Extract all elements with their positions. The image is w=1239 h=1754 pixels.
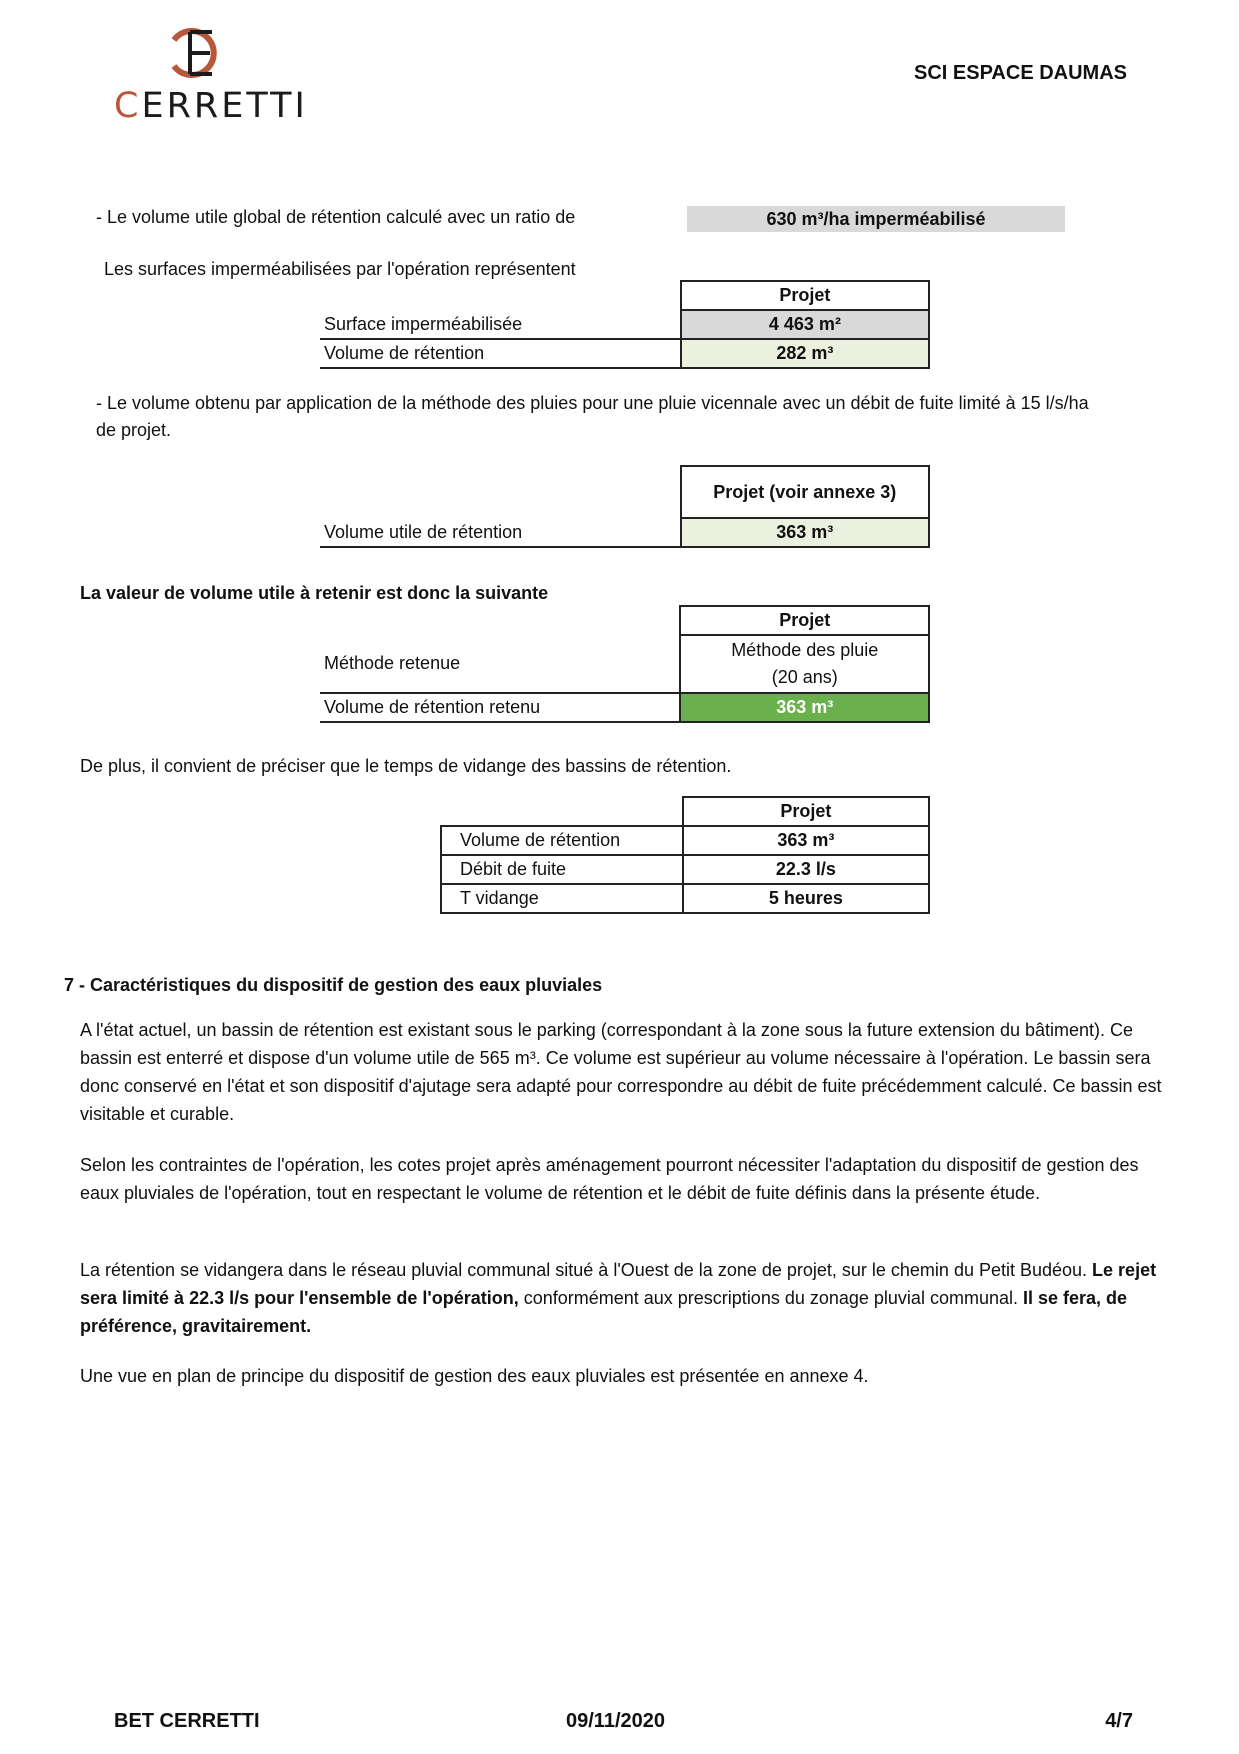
footer-page-number: 4/7 [1105, 1710, 1133, 1732]
method-value-line1: Méthode des pluie [731, 640, 879, 660]
footer-company: BET CERRETTI [114, 1710, 260, 1732]
method-label: Méthode retenue [320, 635, 680, 693]
method-value-line2: (20 ans) [771, 667, 838, 687]
section7-paragraph-4: Une vue en plan de principe du dispositif de gestion des eaux pluviales est présentée en annexe 4. [80, 1366, 869, 1386]
ratio-table [320, 280, 930, 369]
pluies-table [320, 465, 930, 548]
vidange-volume-label: Volume de rétention [441, 826, 683, 855]
debit-fuite-value: 22.3 l/s [683, 855, 929, 884]
section7-heading: 7 - Caractéristiques du dispositif de gestion des eaux pluviales [64, 975, 603, 995]
pluies-table-header: Projet (voir annexe 3) [681, 466, 929, 518]
p3-bold-1: Le rejet sera limité à 22.3 l/s pour l'ensemble de l'opération, [80, 1260, 1157, 1308]
section7-paragraph-2: Selon les contraintes de l'opération, les cotes projet après aménagement pourront nécessiter l'adaptation du dispositif de gestion des eaux pluviales de l'opération, tout en respectant le volume de rétention et le débit de fuite définis dans la présente étude. [80, 1155, 1139, 1203]
t-vidange-value: 5 heures [683, 884, 929, 913]
retenue-table-header: Projet [680, 606, 929, 635]
pluies-text-line1: - Le volume obtenu par application de la méthode des pluies pour une pluie vicennale avec un débit de fuite limité à 15 l/s/ha [96, 393, 1089, 413]
pluies-volume-value: 363 m³ [681, 518, 929, 547]
surface-label: Surface imperméabilisée [320, 310, 681, 339]
document-title: SCI ESPACE DAUMAS [914, 62, 1127, 84]
section7-paragraph-3 [80, 1256, 1165, 1340]
footer-date: 09/11/2020 [566, 1710, 665, 1732]
method-value [680, 635, 929, 693]
debit-fuite-label: Débit de fuite [441, 855, 683, 884]
vidange-text: De plus, il convient de préciser que le temps de vidange des bassins de rétention. [80, 756, 732, 776]
retained-volume-value: 363 m³ [680, 693, 929, 722]
p3-text-1: La rétention se vidangera dans le réseau pluvial communal situé à l'Ouest de la zone de projet, sur le chemin du Petit Budéou. [80, 1260, 1093, 1280]
retenue-table [320, 605, 930, 723]
ratio-value: 630 m³/ha imperméabilisé [687, 206, 1065, 232]
p3-bold-2: Il se fera, de préférence, gravitairement. [80, 1288, 1128, 1336]
section7-paragraph-1: A l'état actuel, un bassin de rétention est existant sous le parking (correspondant à la zone sous la future extension du bâtiment). Ce bassin est enterré et dispose d'un volume utile de 565 m³. Ce volume est supérieur au volume nécessaire à l'opération. Le bassin sera donc conservé en l'état et son dispositif d'ajutage sera adapté pour correspondre au débit de fuite précédemment calculé. Ce bassin est visitable et curable. [80, 1020, 1162, 1124]
p3-text-2: conformément aux prescriptions du zonage pluvial communal. [518, 1288, 1023, 1308]
surfaces-text: Les surfaces imperméabilisées par l'opération représentent [104, 259, 576, 279]
retained-volume-label: Volume de rétention retenu [320, 693, 680, 722]
vidange-table [440, 796, 930, 914]
ratio-table-header: Projet [681, 281, 929, 310]
retenue-heading: La valeur de volume utile à retenir est donc la suivante [80, 583, 549, 603]
t-vidange-label: T vidange [441, 884, 683, 913]
surface-value: 4 463 m² [681, 310, 929, 339]
ratio-volume-value: 282 m³ [681, 339, 929, 368]
pluies-volume-label: Volume utile de rétention [320, 518, 681, 547]
ratio-intro: - Le volume utile global de rétention calculé avec un ratio de [96, 207, 576, 227]
vidange-table-header: Projet [683, 797, 929, 826]
ratio-volume-label: Volume de rétention [320, 339, 681, 368]
vidange-volume-value: 363 m³ [683, 826, 929, 855]
pluies-text-line2: de projet. [96, 420, 172, 440]
logo-wordmark: CERRETTI [114, 86, 308, 126]
